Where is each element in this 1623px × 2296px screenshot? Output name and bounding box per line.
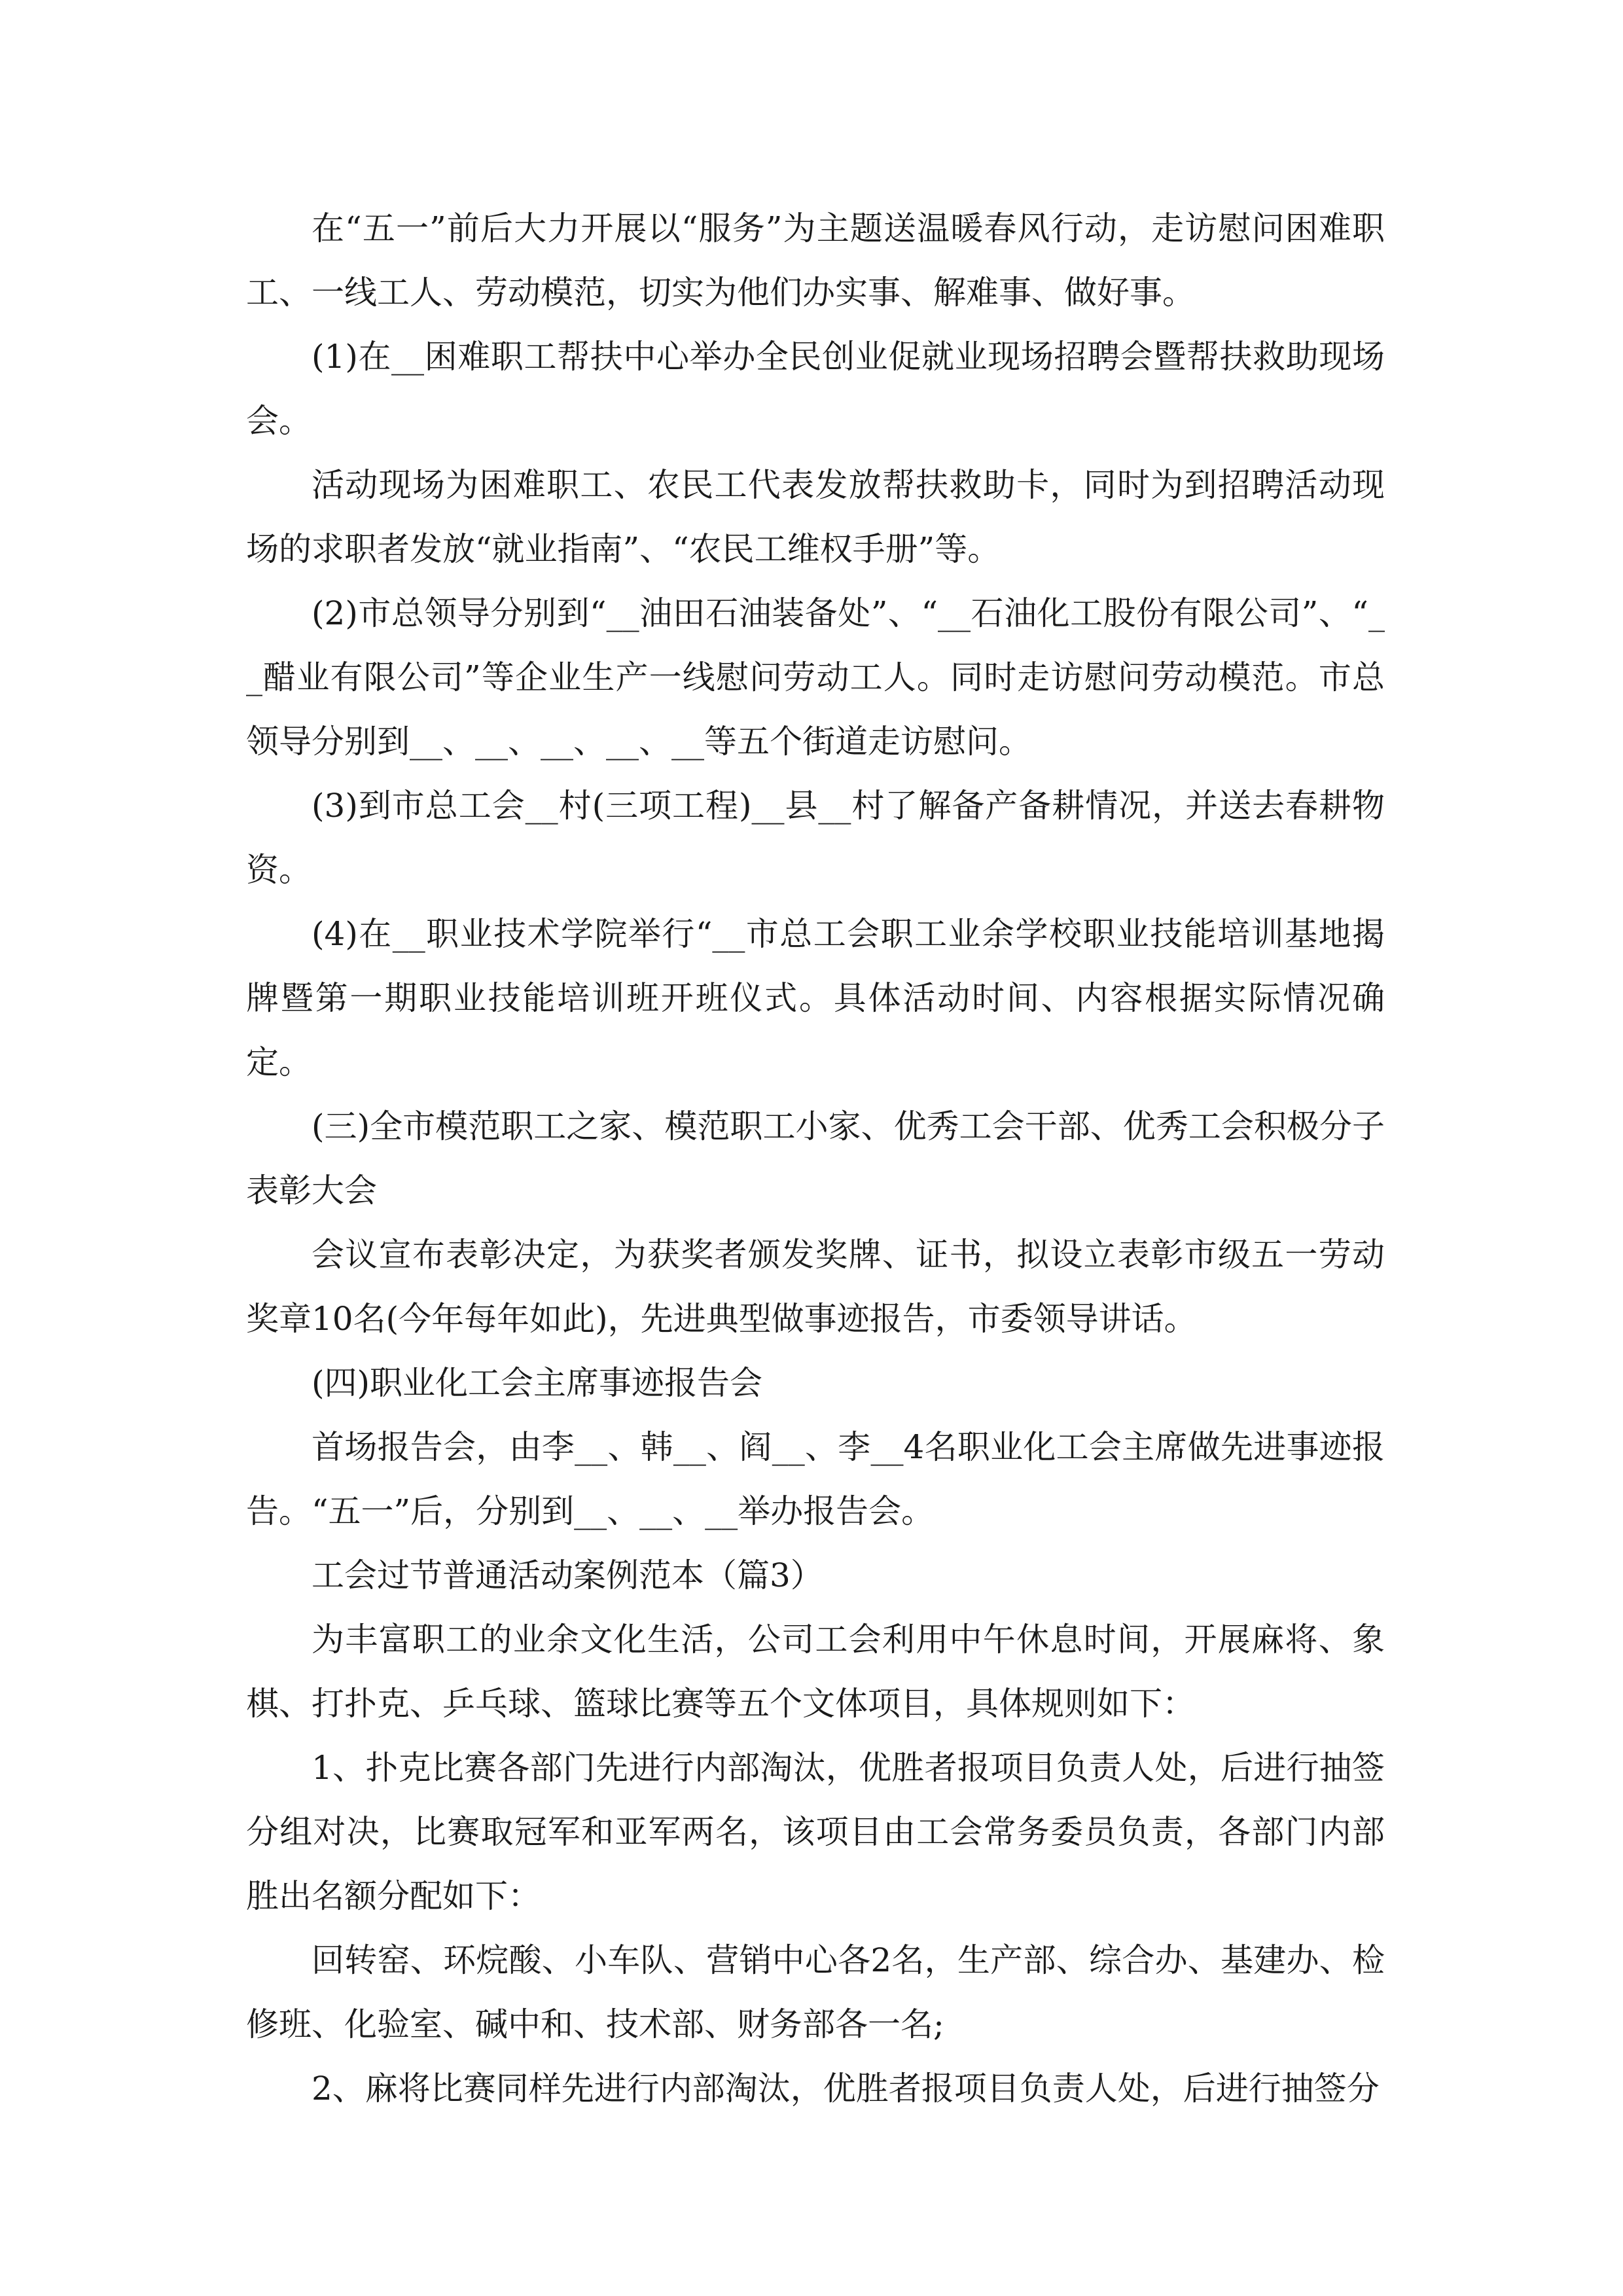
article-title: 工会过节普通活动案例范本（篇3）	[312, 1556, 823, 1594]
paragraph: (1)在__困难职工帮扶中心举办全民创业促就业现场招聘会暨帮扶救助现场会。	[246, 338, 1385, 440]
paragraph: 为丰富职工的业余文化生活，公司工会利用中午休息时间，开展麻将、象棋、打扑克、乒乓球、篮球比赛等五个文体项目，具体规则如下：	[246, 1621, 1385, 1723]
paragraph: (3)到市总工会__村(三项工程)__县__村了解备产备耕情况，并送去春耕物资。	[246, 787, 1385, 889]
paragraph: 首场报告会，由李__、韩__、阎__、李__4名职业化工会主席做先进事迹报告。“五一”后，分别到__、__、__举办报告会。	[246, 1428, 1385, 1530]
paragraph: 回转窑、环烷酸、小车队、营销中心各2名，生产部、综合办、基建办、检修班、化验室、碱中和、技术部、财务部各一名;	[246, 1941, 1385, 2043]
section-heading: (三)全市模范职工之家、模范职工小家、优秀工会干部、优秀工会积极分子表彰大会	[246, 1107, 1385, 1210]
paragraph: (2)市总领导分别到“__油田石油装备处”、“__石油化工股份有限公司”、“__醋业有限公司”等企业生产一线慰问劳动工人。同时走访慰问劳动模范。市总领导分别到__、__、__、__、__等五个街道走访慰问。	[246, 594, 1385, 761]
paragraph: 在“五一”前后大力开展以“服务”为主题送温暖春风行动，走访慰问困难职工、一线工人、劳动模范，切实为他们办实事、解难事、做好事。	[246, 209, 1385, 312]
document-body	[246, 196, 1385, 2121]
paragraph: 1、扑克比赛各部门先进行内部淘汰，优胜者报项目负责人处，后进行抽签分组对决，比赛取冠军和亚军两名，该项目由工会常务委员负责，各部门内部胜出名额分配如下：	[246, 1749, 1385, 1915]
paragraph: 会议宣布表彰决定，为获奖者颁发奖牌、证书，拟设立表彰市级五一劳动奖章10名(今年每年如此)，先进典型做事迹报告，市委领导讲话。	[246, 1236, 1385, 1338]
section-heading: (四)职业化工会主席事迹报告会	[312, 1364, 763, 1402]
paragraph: (4)在__职业技术学院举行“__市总工会职工业余学校职业技能培训基地揭牌暨第一期职业技能培训班开班仪式。具体活动时间、内容根据实际情况确定。	[246, 915, 1385, 1081]
paragraph: 2、麻将比赛同样先进行内部淘汰，优胜者报项目负责人处，后进行抽签分	[312, 2070, 1380, 2108]
paragraph: 活动现场为困难职工、农民工代表发放帮扶救助卡，同时为到招聘活动现场的求职者发放“就业指南”、“农民工维权手册”等。	[246, 466, 1385, 568]
